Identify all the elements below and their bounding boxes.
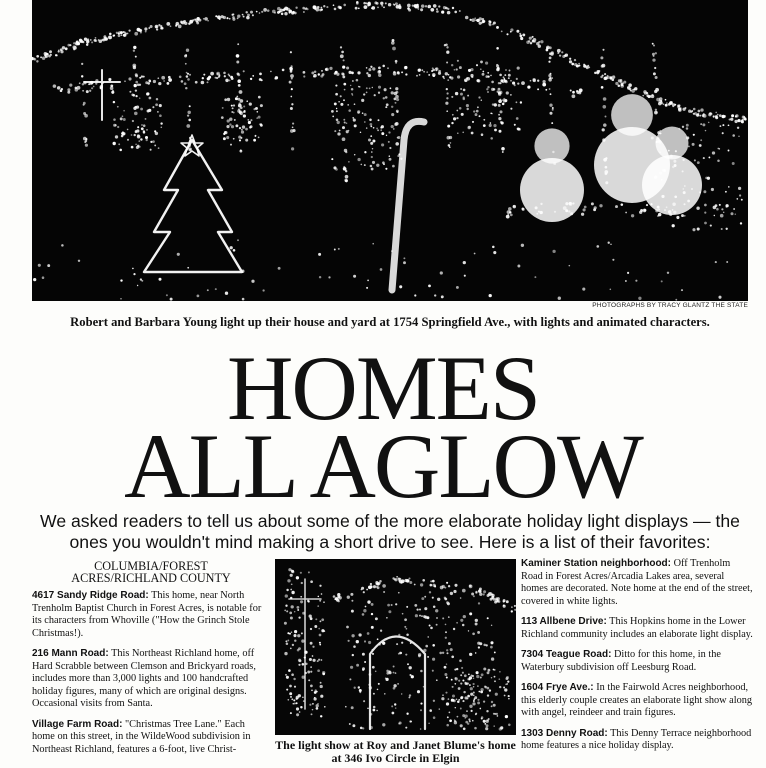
entry-address: 4617 Sandy Ridge Road: bbox=[32, 590, 149, 601]
entry-address: 216 Mann Road: bbox=[32, 648, 109, 659]
section-heading bbox=[32, 560, 270, 584]
entry-address: Kaminer Station neighborhood: bbox=[521, 558, 671, 569]
holiday-lights-house-image bbox=[32, 0, 748, 301]
entry-text: "Christmas Tree Lane." Each home on this street, in the WildeWood subdivision in Northeast Richland, features a 6-foot, live Christ- bbox=[32, 718, 251, 755]
headline-line-1: HOMES bbox=[226, 337, 540, 439]
secondary-photo bbox=[275, 559, 516, 735]
list-entry bbox=[521, 558, 753, 608]
list-entry bbox=[521, 616, 753, 641]
main-photo bbox=[32, 0, 748, 301]
secondary-photo-caption: The light show at Roy and Janet Blume's home at 346 Ivo Circle in Elgin bbox=[275, 738, 516, 765]
entry-text: Ditto for this home, in the Waterbury subdivision off Leesburg Road. bbox=[521, 649, 721, 673]
headline-line-2: ALL AGLOW bbox=[124, 415, 642, 517]
section-heading-line-1: COLUMBIA/FOREST bbox=[94, 559, 208, 573]
entry-address: 113 Allbene Drive: bbox=[521, 616, 607, 627]
entry-text: Off Trenholm Road in Forest Acres/Arcadia Lakes area, several homes are decorated. Note home at the end of the street, covered in white lights. bbox=[521, 558, 753, 607]
entry-address: 7304 Teague Road: bbox=[521, 649, 612, 660]
list-entry bbox=[521, 682, 753, 720]
entry-text: In the Fairwold Acres neighborhood, this elderly couple creates an elaborate light show along with angel, reindeer and train figures. bbox=[521, 682, 753, 718]
entry-address: 1604 Frye Ave.: bbox=[521, 682, 594, 693]
list-entry bbox=[32, 590, 270, 640]
entry-text: This Hopkins home in the Lower Richland community includes an elaborate light display. bbox=[521, 616, 753, 640]
list-entry bbox=[521, 649, 753, 674]
entry-text: This Northeast Richland home, off Hard Scrabble between Clemson and Brickyard roads, includes more than 3,000 lights and 100 handcrafted holiday figures, many of which are original designs. Occasional visits from Santa. bbox=[32, 648, 256, 709]
right-column bbox=[521, 558, 753, 761]
photo-credit: PHOTOGRAPHS BY TRACY GLANTZ THE STATE bbox=[592, 302, 748, 309]
section-heading-line-2: ACRES/RICHLAND COUNTY bbox=[71, 571, 231, 585]
blume-home-lights-image bbox=[275, 559, 516, 735]
list-entry bbox=[32, 719, 270, 757]
entry-text: This home, near North Trenholm Baptist Church in Forest Acres, is notable for its characters from Whoville ("How the Grinch Stole Christmas!). bbox=[32, 590, 262, 639]
entry-address: 1303 Denny Road: bbox=[521, 727, 608, 739]
intro-paragraph: We asked readers to tell us about some of the more elaborate holiday light displays — the ones you wouldn't mind making a short drive to see. Here is a list of their favorites: bbox=[40, 511, 740, 552]
list-entry bbox=[32, 648, 270, 711]
left-column bbox=[32, 560, 270, 764]
photo-caption: Robert and Barbara Young light up their house and yard at 1754 Springfield Ave., with lights and animated characters. bbox=[70, 315, 710, 329]
entry-address: Village Farm Road: bbox=[32, 718, 123, 730]
list-entry bbox=[521, 728, 753, 753]
entry-text: This Denny Terrace neighborhood home features a nice holiday display. bbox=[521, 727, 752, 751]
